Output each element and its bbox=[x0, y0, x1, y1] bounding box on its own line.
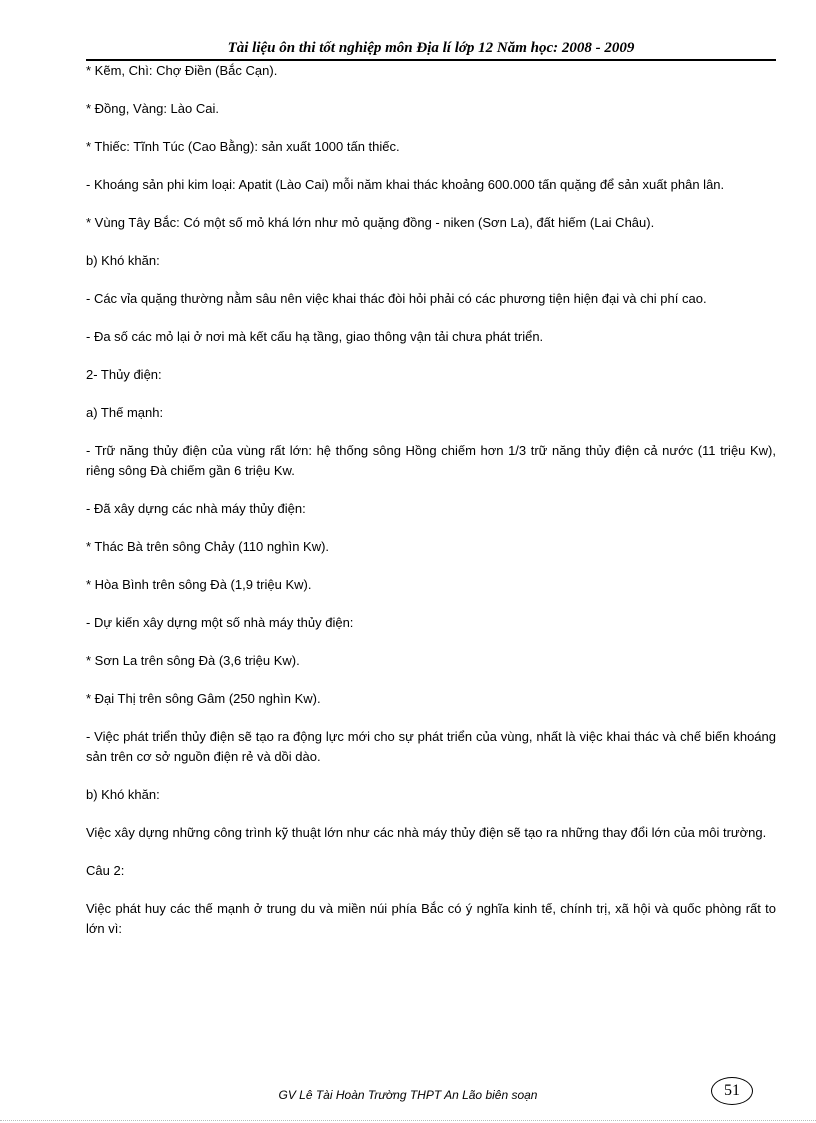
page-header-title: Tài liệu ôn thi tốt nghiệp môn Địa lí lớp 12 Năm học: 2008 - 2009 bbox=[227, 40, 635, 56]
paragraph: 2- Thủy điện: bbox=[86, 367, 162, 382]
paragraph: a) Thế mạnh: bbox=[86, 405, 164, 420]
paragraph: * Kẽm, Chì: Chợ Điền (Bắc Cạn). bbox=[86, 63, 278, 78]
paragraph: - Khoáng sản phi kim loại: Apatit (Lào Cai) mỗi năm khai thác khoảng 600.000 tấn quặng để sản xuất phân lân. bbox=[86, 177, 725, 192]
paragraph: Câu 2: bbox=[86, 863, 125, 878]
paragraph: - Dự kiến xây dựng một số nhà máy thủy điện: bbox=[86, 615, 354, 630]
page-footer-author: GV Lê Tài Hoàn Trường THPT An Lão biên soạn bbox=[278, 1088, 538, 1102]
paragraph: - Đã xây dựng các nhà máy thủy điện: bbox=[86, 501, 306, 516]
paragraph: - Việc phát triển thủy điện sẽ tạo ra động lực mới cho sự phát triển của vùng, nhất là việc khai thác và chế biến khoáng sản trên cơ sở nguồn điện rẻ và dồi dào. bbox=[86, 729, 776, 764]
paragraph: - Trữ năng thủy điện của vùng rất lớn: hệ thống sông Hồng chiếm hơn 1/3 trữ năng thủy điện cả nước (11 triệu Kw), riêng sông Đà chiếm gần 6 triệu Kw. bbox=[86, 443, 776, 478]
paragraph: * Hòa Bình trên sông Đà (1,9 triệu Kw). bbox=[86, 577, 312, 592]
paragraph: Việc xây dựng những công trình kỹ thuật lớn như các nhà máy thủy điện sẽ tạo ra những thay đổi lớn của môi trường. bbox=[86, 825, 767, 840]
paragraph: * Đại Thị trên sông Gâm (250 nghìn Kw). bbox=[86, 691, 321, 706]
paragraph: * Đồng, Vàng: Lào Cai. bbox=[86, 101, 219, 116]
page-number: 51 bbox=[711, 1077, 753, 1105]
document-body bbox=[86, 61, 776, 957]
paragraph: * Sơn La trên sông Đà (3,6 triệu Kw). bbox=[86, 653, 300, 668]
paragraph: b) Khó khăn: bbox=[86, 253, 160, 268]
paragraph: - Đa số các mỏ lại ở nơi mà kết cấu hạ tầng, giao thông vận tải chưa phát triển. bbox=[86, 329, 544, 344]
paragraph: - Các vỉa quặng thường nằm sâu nên việc khai thác đòi hỏi phải có các phương tiện hiện đại và chi phí cao. bbox=[86, 291, 707, 306]
paragraph: * Vùng Tây Bắc: Có một số mỏ khá lớn như mỏ quặng đồng - niken (Sơn La), đất hiếm (Lai Châu). bbox=[86, 215, 655, 230]
paragraph: * Thác Bà trên sông Chảy (110 nghìn Kw). bbox=[86, 539, 330, 554]
footer-divider bbox=[0, 1120, 816, 1121]
paragraph: b) Khó khăn: bbox=[86, 787, 160, 802]
paragraph: * Thiếc: Tĩnh Túc (Cao Bằng): sản xuất 1000 tấn thiếc. bbox=[86, 139, 400, 154]
paragraph: Việc phát huy các thế mạnh ở trung du và miền núi phía Bắc có ý nghĩa kinh tế, chính trị, xã hội và quốc phòng rất to lớn vì: bbox=[86, 901, 776, 936]
